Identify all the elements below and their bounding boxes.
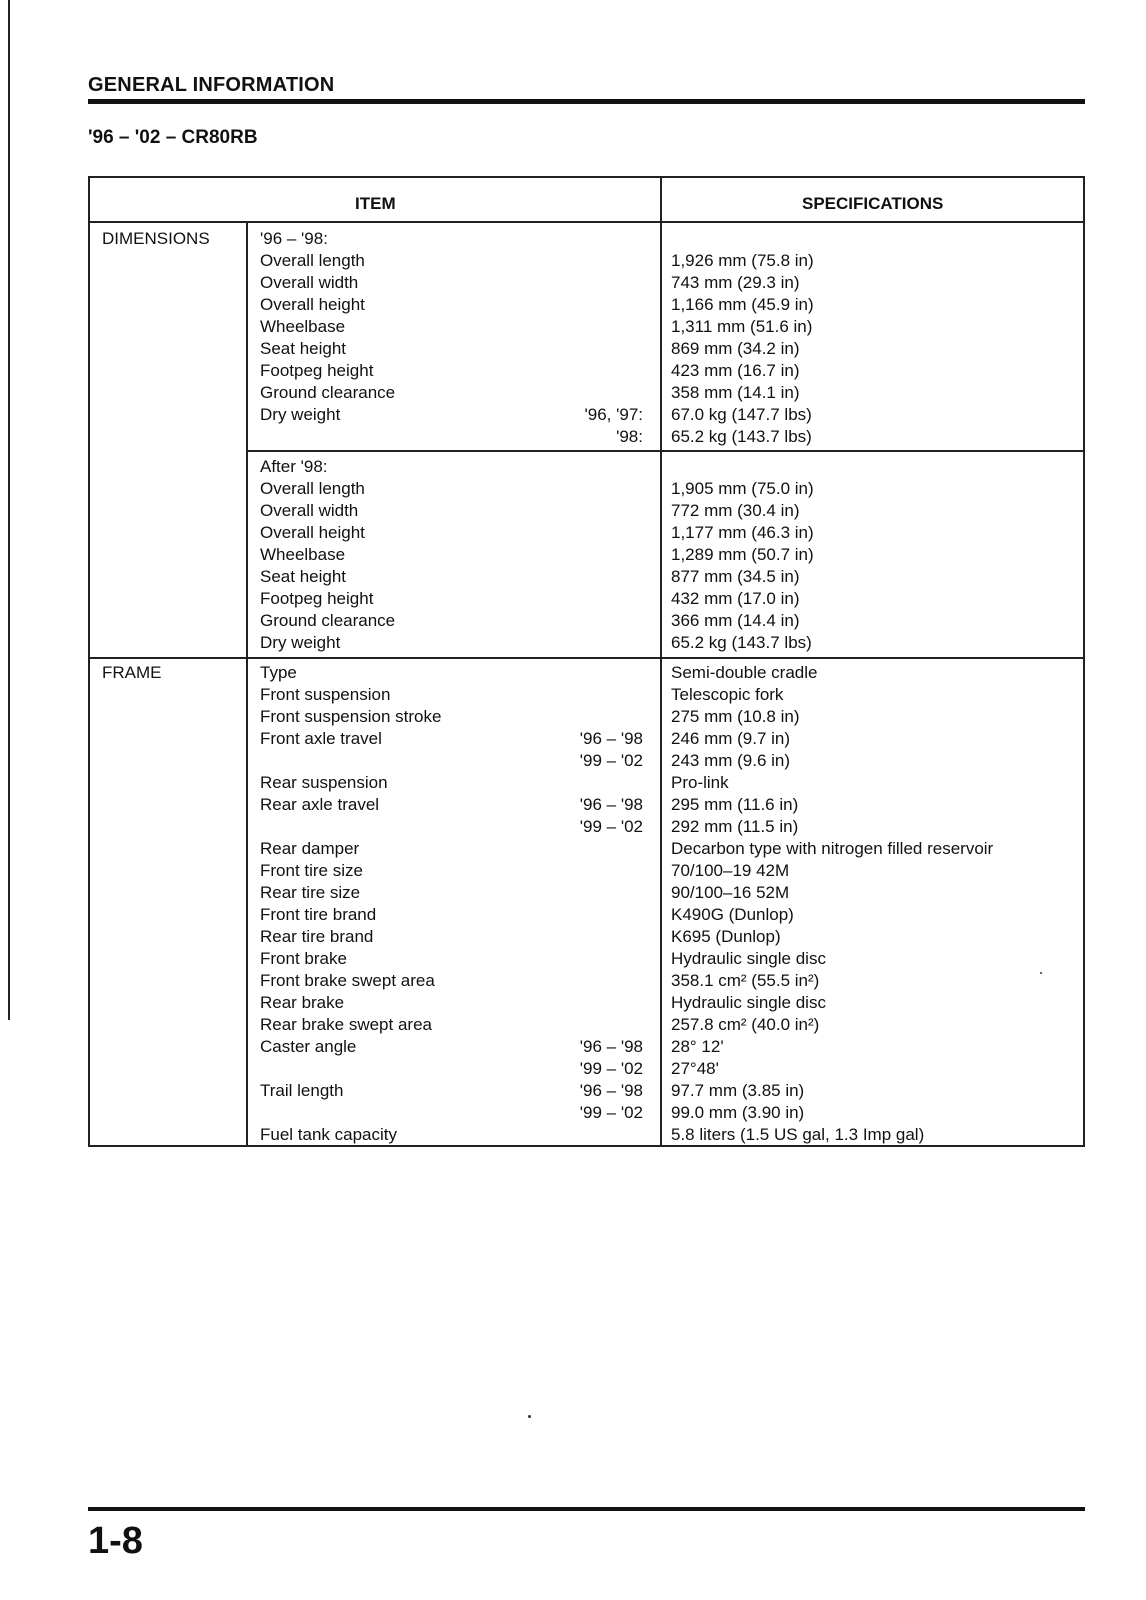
table-header-rule bbox=[90, 221, 1083, 223]
spec-value: 292 mm (11.5 in) bbox=[671, 817, 799, 836]
spec-value: 772 mm (30.4 in) bbox=[671, 501, 800, 520]
spec-value: Hydraulic single disc bbox=[671, 993, 826, 1012]
spec-value: 275 mm (10.8 in) bbox=[671, 707, 800, 726]
spec-value: 743 mm (29.3 in) bbox=[671, 273, 800, 292]
category-frame: FRAME bbox=[102, 663, 162, 682]
spec-label: Rear brake swept area bbox=[260, 1015, 432, 1034]
spec-year: '98: bbox=[616, 427, 643, 446]
spec-label: Footpeg height bbox=[260, 361, 374, 380]
spec-value: 99.0 mm (3.90 in) bbox=[671, 1103, 805, 1122]
spec-year: '96 – '98 bbox=[579, 1037, 643, 1056]
spec-label: Front brake bbox=[260, 949, 347, 968]
section-title: GENERAL INFORMATION bbox=[88, 74, 335, 96]
spec-value: 1,926 mm (75.8 in) bbox=[671, 251, 814, 270]
spec-value: 869 mm (34.2 in) bbox=[671, 339, 800, 358]
spec-label: Rear axle travel bbox=[260, 795, 380, 814]
spec-label: Front suspension bbox=[260, 685, 391, 704]
spec-value: Pro-link bbox=[671, 773, 729, 792]
spec-label: Dry weight bbox=[260, 405, 341, 424]
spec-value: 70/100–19 42M bbox=[671, 861, 790, 880]
spec-value: 366 mm (14.4 in) bbox=[671, 611, 800, 630]
spec-label: Seat height bbox=[260, 567, 347, 586]
spec-year: '99 – '02 bbox=[579, 817, 643, 836]
spec-label: Rear suspension bbox=[260, 773, 388, 792]
spec-year: '99 – '02 bbox=[579, 751, 643, 770]
spec-year: '96 – '98 bbox=[579, 1081, 643, 1100]
scan-speck bbox=[528, 1415, 531, 1418]
table-divider-category bbox=[246, 222, 248, 1147]
spec-value: 97.7 mm (3.85 in) bbox=[671, 1081, 805, 1100]
spec-value: Semi-double cradle bbox=[671, 663, 818, 682]
spec-label: Trail length bbox=[260, 1081, 344, 1100]
spec-value: K695 (Dunlop) bbox=[671, 927, 781, 946]
spec-value: 432 mm (17.0 in) bbox=[671, 589, 800, 608]
spec-value: 1,311 mm (51.6 in) bbox=[671, 317, 813, 336]
spec-value: Decarbon type with nitrogen filled reservoir bbox=[671, 839, 994, 858]
category-dimensions: DIMENSIONS bbox=[102, 229, 210, 248]
spec-label: Rear damper bbox=[260, 839, 360, 858]
table-rule-frame bbox=[90, 657, 1083, 659]
model-subtitle: '96 – '02 – CR80RB bbox=[88, 127, 258, 148]
spec-label: Overall width bbox=[260, 273, 359, 292]
spec-year: '99 – '02 bbox=[579, 1059, 643, 1078]
spec-label: Type bbox=[260, 663, 297, 682]
spec-label: Caster angle bbox=[260, 1037, 357, 1056]
spec-label: Wheelbase bbox=[260, 545, 346, 564]
page-edge-line bbox=[8, 0, 10, 1020]
spec-label: Rear tire brand bbox=[260, 927, 374, 946]
spec-value: 27°48' bbox=[671, 1059, 719, 1078]
column-header-specifications: SPECIFICATIONS bbox=[802, 194, 944, 213]
spec-year: '96 – '98 bbox=[579, 729, 643, 748]
spec-label: Front suspension stroke bbox=[260, 707, 442, 726]
spec-value: 67.0 kg (147.7 lbs) bbox=[671, 405, 812, 424]
spec-year: '96 – '98 bbox=[579, 795, 643, 814]
spec-label: Overall length bbox=[260, 251, 365, 270]
specifications-table bbox=[88, 176, 1085, 1147]
spec-value: 28° 12' bbox=[671, 1037, 724, 1056]
spec-value: 65.2 kg (143.7 lbs) bbox=[671, 427, 812, 446]
footer-rule bbox=[88, 1507, 1085, 1511]
spec-value: 243 mm (9.6 in) bbox=[671, 751, 791, 770]
spec-year: '99 – '02 bbox=[579, 1103, 643, 1122]
header-rule bbox=[88, 99, 1085, 104]
spec-value: 257.8 cm² (40.0 in²) bbox=[671, 1015, 820, 1034]
column-header-item: ITEM bbox=[355, 194, 396, 213]
spec-value: 423 mm (16.7 in) bbox=[671, 361, 800, 380]
spec-label: Fuel tank capacity bbox=[260, 1125, 398, 1144]
spec-label: Front tire size bbox=[260, 861, 363, 880]
spec-value: 1,289 mm (50.7 in) bbox=[671, 545, 814, 564]
spec-value: K490G (Dunlop) bbox=[671, 905, 794, 924]
spec-value: 877 mm (34.5 in) bbox=[671, 567, 800, 586]
spec-label: Rear brake bbox=[260, 993, 345, 1012]
spec-value: 90/100–16 52M bbox=[671, 883, 790, 902]
page-number: 1-8 bbox=[88, 1520, 143, 1562]
spec-value: 1,166 mm (45.9 in) bbox=[671, 295, 814, 314]
spec-value: 65.2 kg (143.7 lbs) bbox=[671, 633, 812, 652]
scan-speck bbox=[1040, 972, 1042, 974]
spec-value: Hydraulic single disc bbox=[671, 949, 826, 968]
spec-label: Overall height bbox=[260, 523, 365, 542]
spec-label: Front axle travel bbox=[260, 729, 382, 748]
spec-label: Front brake swept area bbox=[260, 971, 435, 990]
spec-value: 295 mm (11.6 in) bbox=[671, 795, 799, 814]
block-heading: After '98: bbox=[260, 457, 328, 476]
spec-label: Front tire brand bbox=[260, 905, 377, 924]
spec-label: Overall length bbox=[260, 479, 365, 498]
spec-value: 1,177 mm (46.3 in) bbox=[671, 523, 814, 542]
spec-label: Footpeg height bbox=[260, 589, 374, 608]
spec-label: Overall width bbox=[260, 501, 359, 520]
spec-value: Telescopic fork bbox=[671, 685, 784, 704]
spec-label: Ground clearance bbox=[260, 383, 396, 402]
spec-value: 5.8 liters (1.5 US gal, 1.3 Imp gal) bbox=[671, 1125, 925, 1144]
spec-label: Dry weight bbox=[260, 633, 341, 652]
spec-value: 358.1 cm² (55.5 in²) bbox=[671, 971, 820, 990]
spec-value: 246 mm (9.7 in) bbox=[671, 729, 791, 748]
table-divider-spec bbox=[660, 178, 662, 1147]
table-rule-after-98 bbox=[246, 450, 1083, 452]
spec-year: '96, '97: bbox=[584, 405, 643, 424]
spec-label: Overall height bbox=[260, 295, 365, 314]
spec-value: 1,905 mm (75.0 in) bbox=[671, 479, 814, 498]
spec-label: Ground clearance bbox=[260, 611, 396, 630]
spec-label: Wheelbase bbox=[260, 317, 346, 336]
spec-label: Seat height bbox=[260, 339, 347, 358]
block-heading: '96 – '98: bbox=[260, 229, 328, 248]
spec-label: Rear tire size bbox=[260, 883, 361, 902]
spec-value: 358 mm (14.1 in) bbox=[671, 383, 800, 402]
